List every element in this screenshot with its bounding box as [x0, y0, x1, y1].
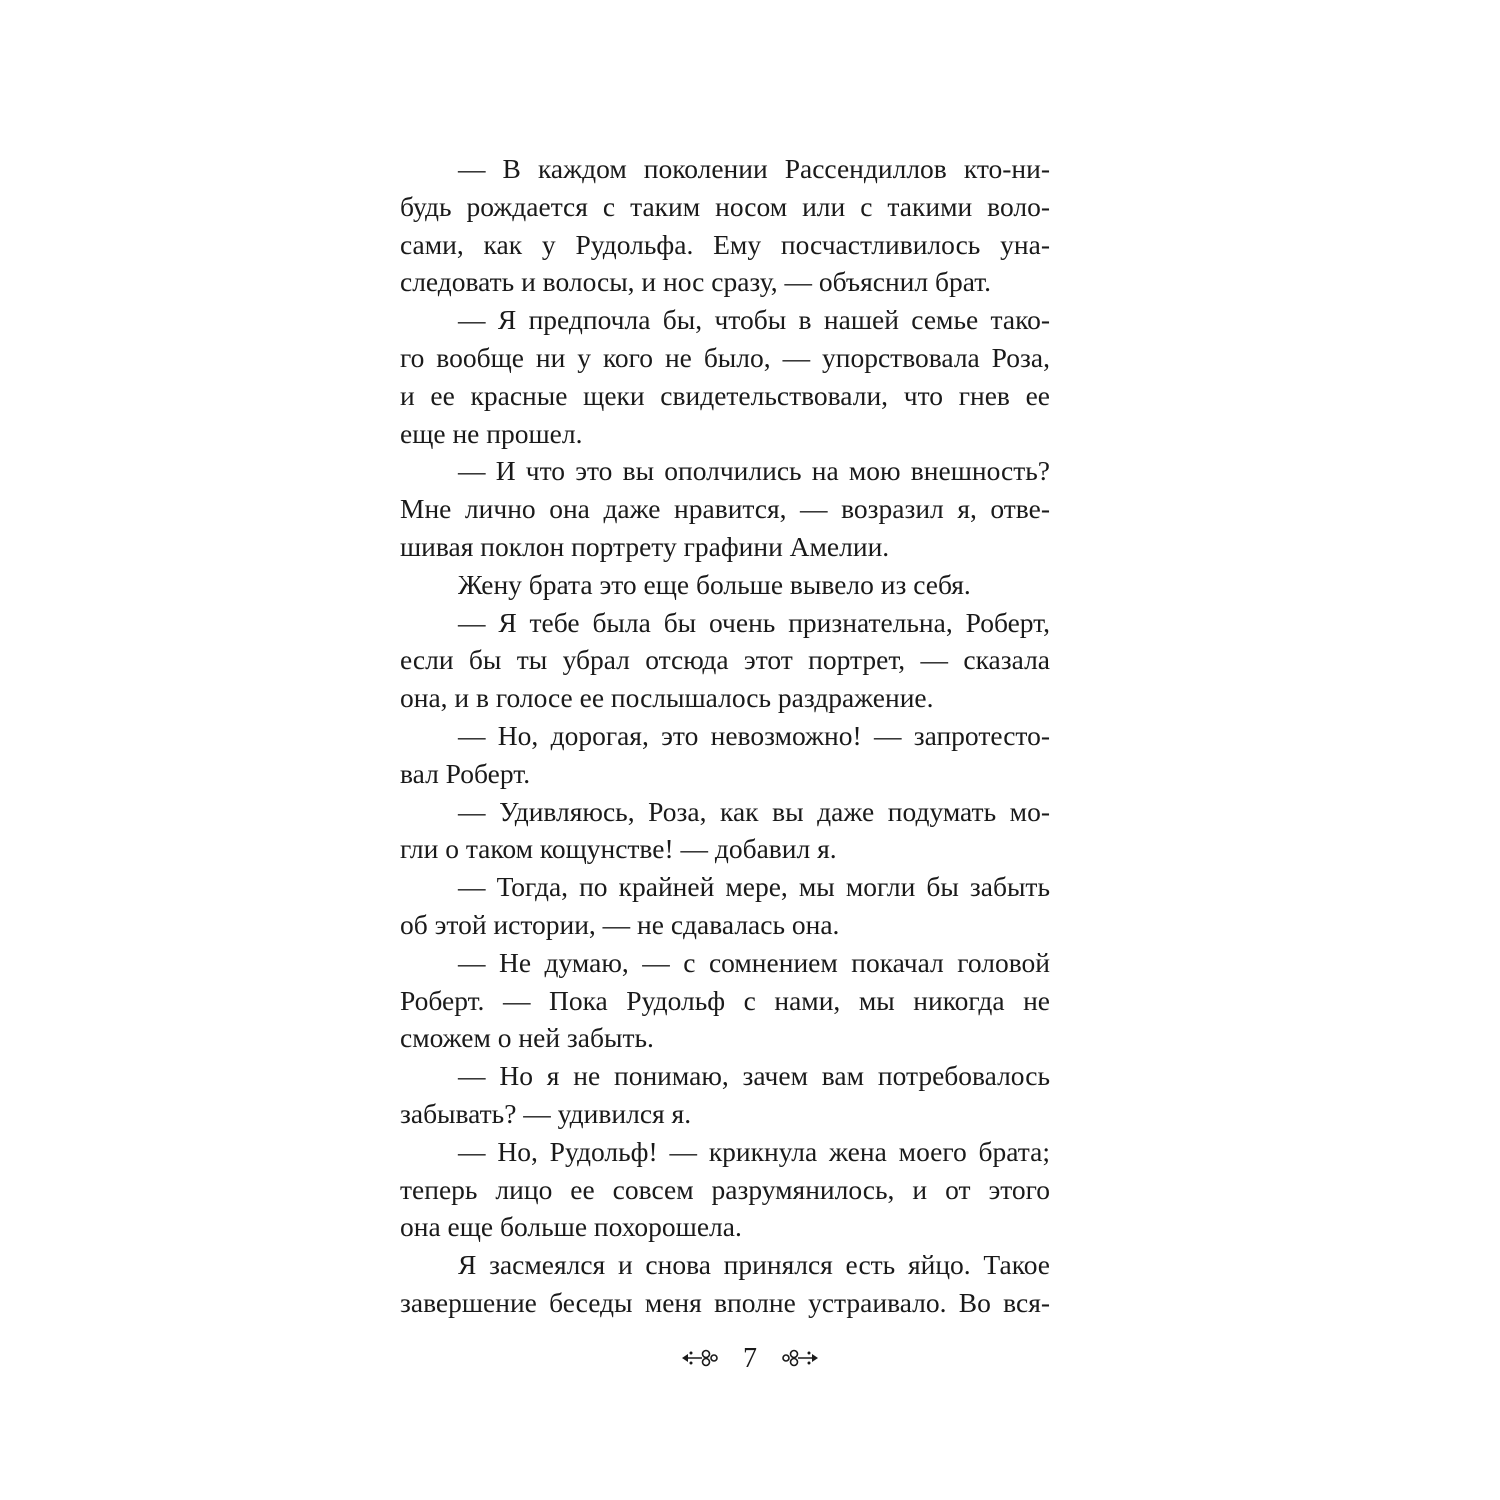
text-line: — И что это вы ополчились на мою внешность?: [458, 455, 1050, 487]
text-line: сможем о ней забыть.: [400, 1022, 654, 1054]
text-line: Я засмеялся и снова принялся есть яйцо. Такое: [458, 1249, 1050, 1281]
text-line: и ее красные щеки свидетельствовали, что гнев ее: [400, 379, 1050, 411]
page-number: 7: [743, 1343, 757, 1374]
text-line: гли о таком кощунстве! — добавил я.: [400, 833, 837, 865]
ornament-right-icon: [778, 1345, 818, 1377]
text-line: — Я предпочла бы, чтобы в нашей семье тако-: [458, 304, 1050, 336]
text-line: — Но, Рудольф! — крикнула жена моего брата;: [458, 1135, 1050, 1167]
text-line: теперь лицо ее совсем разрумянилось, и от этого: [400, 1173, 1050, 1205]
page-body: [400, 150, 1050, 1322]
text-line: забывать? — удивился я.: [400, 1097, 692, 1129]
text-line: — Удивляюсь, Роза, как вы даже подумать мо-: [458, 795, 1050, 827]
text-line: если бы ты убрал отсюда этот портрет, — сказала: [400, 644, 1050, 676]
text-line: — Не думаю, — с сомнением покачал головой: [458, 946, 1050, 978]
text-line: Жену брата это еще больше вывело из себя.: [458, 568, 971, 600]
text-line: — В каждом поколении Рассендиллов кто-ни-: [458, 153, 1050, 184]
text-line: она, и в голосе ее послышалось раздражение.: [400, 682, 934, 714]
text-line: она еще больше похорошела.: [400, 1211, 742, 1243]
page-footer: [0, 1343, 1500, 1377]
text-line: го вообще ни у кого не было, — упорствовала Роза,: [400, 341, 1050, 373]
text-line: — Тогда, по крайней мере, мы могли бы забыть: [458, 871, 1050, 903]
text-line: сами, как у Рудольфа. Ему посчастливилось уна-: [400, 228, 1050, 260]
text-line: Роберт. — Пока Рудольф с нами, мы никогда не: [400, 984, 1050, 1016]
text-line: будь рождается с таким носом или с такими воло-: [400, 190, 1050, 222]
text-line: еще не прошел.: [400, 417, 583, 449]
text-line: вал Роберт.: [400, 757, 531, 789]
text-line: следовать и волосы, и нос сразу, — объяснил брат.: [400, 266, 992, 298]
ornament-left-icon: [682, 1345, 722, 1377]
text-line: об этой истории, — не сдавалась она.: [400, 908, 840, 940]
text-line: — Я тебе была бы очень признательна, Роберт,: [458, 606, 1050, 638]
text-line: завершение беседы меня вполне устраивало. Во вся-: [400, 1286, 1050, 1318]
text-line: Мне лично она даже нравится, — возразил я, отве-: [400, 493, 1050, 525]
text-line: — Но я не понимаю, зачем вам потребовалось: [458, 1060, 1050, 1092]
text-line: шивая поклон портрету графини Амелии.: [400, 530, 890, 562]
text-line: — Но, дорогая, это невозможно! — запротесто-: [458, 719, 1050, 751]
